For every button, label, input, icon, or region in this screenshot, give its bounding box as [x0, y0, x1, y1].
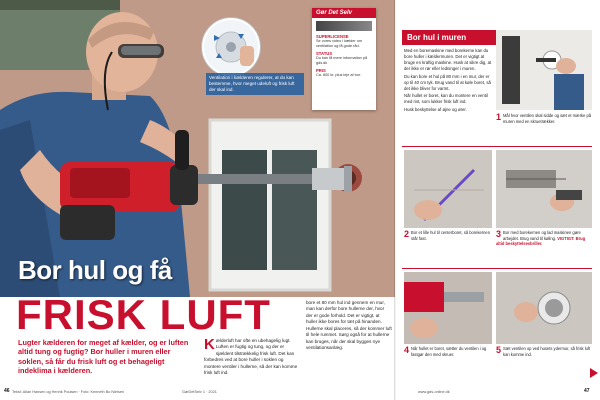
divider-line — [402, 268, 592, 269]
tip-label-1: SUPERLICENSE — [316, 34, 349, 39]
intro-paragraph-1: Med en boremaskine med borekerne kan du bore huller i kældermuren. Det er vigtigt at bruge en kraftig maskine. Husk at sikre dig, at der ikke er rør eller ledninger i muren. — [404, 48, 492, 71]
hand-marking-illustration — [496, 30, 592, 110]
tip-text-2: Du kan få mere information på gds.dk — [316, 55, 368, 65]
body-column-a — [204, 338, 300, 377]
tip-box — [312, 8, 376, 110]
intro-paragraph-2: Du kan bore et hul på 80 mm i en mur, der er op til 40 cm tyk. Brug vand til at køle boret, så det ikke bliver for varmt. — [404, 73, 491, 91]
vent-fitting-illustration — [496, 272, 592, 344]
next-page-arrow-icon — [590, 368, 598, 378]
section-title: Bor hul i muren — [402, 30, 500, 45]
step-1-text: Mål hvor ventilen skal sidde og sæt et mærke på muren med en skruetrækker. — [503, 113, 592, 124]
step-4-text: Når hullet er boret, sætter du ventilen i og fastgør den med skruer. — [411, 346, 487, 357]
step-3-text: Bor med borekernen og lad maskinen gøre arbejdet. Brug vand til køling. — [503, 230, 581, 241]
vent-grille-icon — [204, 20, 258, 74]
step-2-number: 2 — [404, 229, 410, 239]
step-2-caption — [404, 230, 492, 241]
page-number-left: 46 — [4, 388, 10, 394]
step-1-caption — [496, 113, 592, 124]
step-5-caption — [496, 346, 592, 357]
tip-text-3: Ca. 800 kr. plus leje af bor. — [316, 72, 361, 77]
step-4-photo — [404, 272, 492, 344]
body-column-a-text: ælderluft har ofte en ubehagelig lugt. Luften er fugtig og tung, og der er sjældent tilstrækkelig frisk luft. Det kan forbedres ved at bore huller i soklen og montere ventiler i hullerne, så der kan komme frisk luft ind. — [204, 338, 298, 376]
drilling-illustration — [496, 150, 592, 228]
page-number-right: 47 — [584, 388, 590, 394]
divider-line — [402, 146, 592, 147]
step-3-note: VIGTIGT: Brug altid beskyttelsesbriller. — [496, 235, 586, 247]
tip-box-image — [316, 21, 372, 31]
step-3-photo — [496, 150, 592, 228]
step-5-photo — [496, 272, 592, 344]
hero-photo — [0, 0, 395, 297]
tip-label-3: PRIS — [316, 67, 326, 73]
credits-footer: Tekst: Allan Hansen og Henrik Poulsen · Foto: Kenneth Bo Nielsen — [12, 390, 125, 394]
step-3-caption — [496, 230, 592, 247]
step-5-number: 5 — [496, 345, 502, 355]
intro-paragraph-4: Husk beskyttelse af øjne og ører. — [404, 107, 467, 113]
body-column-b: bore et 80 mm hul ind gennem en mur, man kan derfor bore hullerne der, hvor der er gode forhold. Det er vigtigt, at huller ikke bores for tæt på hinanden. Hullerne skal placeres, så der kommer luft til hele rummet. Sørg også for at hullerne kan bruges, når der skal bygges nye ventilationsanlæg. — [306, 300, 392, 350]
tip-text-1: Se vores video i kælder om ventilation og få gode råd. — [316, 39, 363, 48]
website-footer: www.gds-online.dk — [418, 390, 450, 394]
tip-label-2: STATUS — [316, 50, 333, 56]
section-intro-text — [404, 48, 492, 115]
step-4-number: 4 — [404, 345, 410, 355]
step-1-number: 1 — [496, 112, 502, 122]
step-4-caption — [404, 346, 492, 357]
step-2-photo — [404, 150, 492, 228]
intro-paragraph: Lugter kælderen for meget af kælder, og er luften altid tung og fugtig? Bor huller i muren eller soklen, så får du frisk luft og et behageligt indeklima i kælderen. — [18, 338, 189, 375]
ventilation-closeup-image — [202, 18, 260, 76]
pencil-mark-illustration — [404, 150, 492, 228]
headline-line-2: FRISK LUFT — [16, 291, 271, 338]
callout-caption: Ventilation i kælderen regulerer, at du kan bestemme, hvor meget udeluft og frisk luft der skal ind. — [206, 73, 304, 95]
step-1-photo — [496, 30, 592, 110]
intro-paragraph-3: Når hullet er boret, kan du montere en ventil med rist, som lukker frisk luft ind. — [404, 93, 488, 105]
page-gutter — [394, 0, 396, 400]
step-2-text: Bor et lille hul til centerboret, så borekernen står fast. — [411, 230, 490, 241]
headline-line-1: Bor hul og få — [18, 255, 172, 285]
issue-footer: GørDetSelv 1 · 2021 — [182, 390, 217, 394]
step-5-text: Sæt ventilen op ved husets ydermur, så frisk luft kan komme ind. — [503, 346, 591, 357]
step-3-number: 3 — [496, 229, 502, 239]
tip-box-header: Gør Det Selv — [312, 8, 376, 18]
core-drill-illustration — [404, 272, 492, 344]
drop-cap: K — [204, 336, 215, 353]
